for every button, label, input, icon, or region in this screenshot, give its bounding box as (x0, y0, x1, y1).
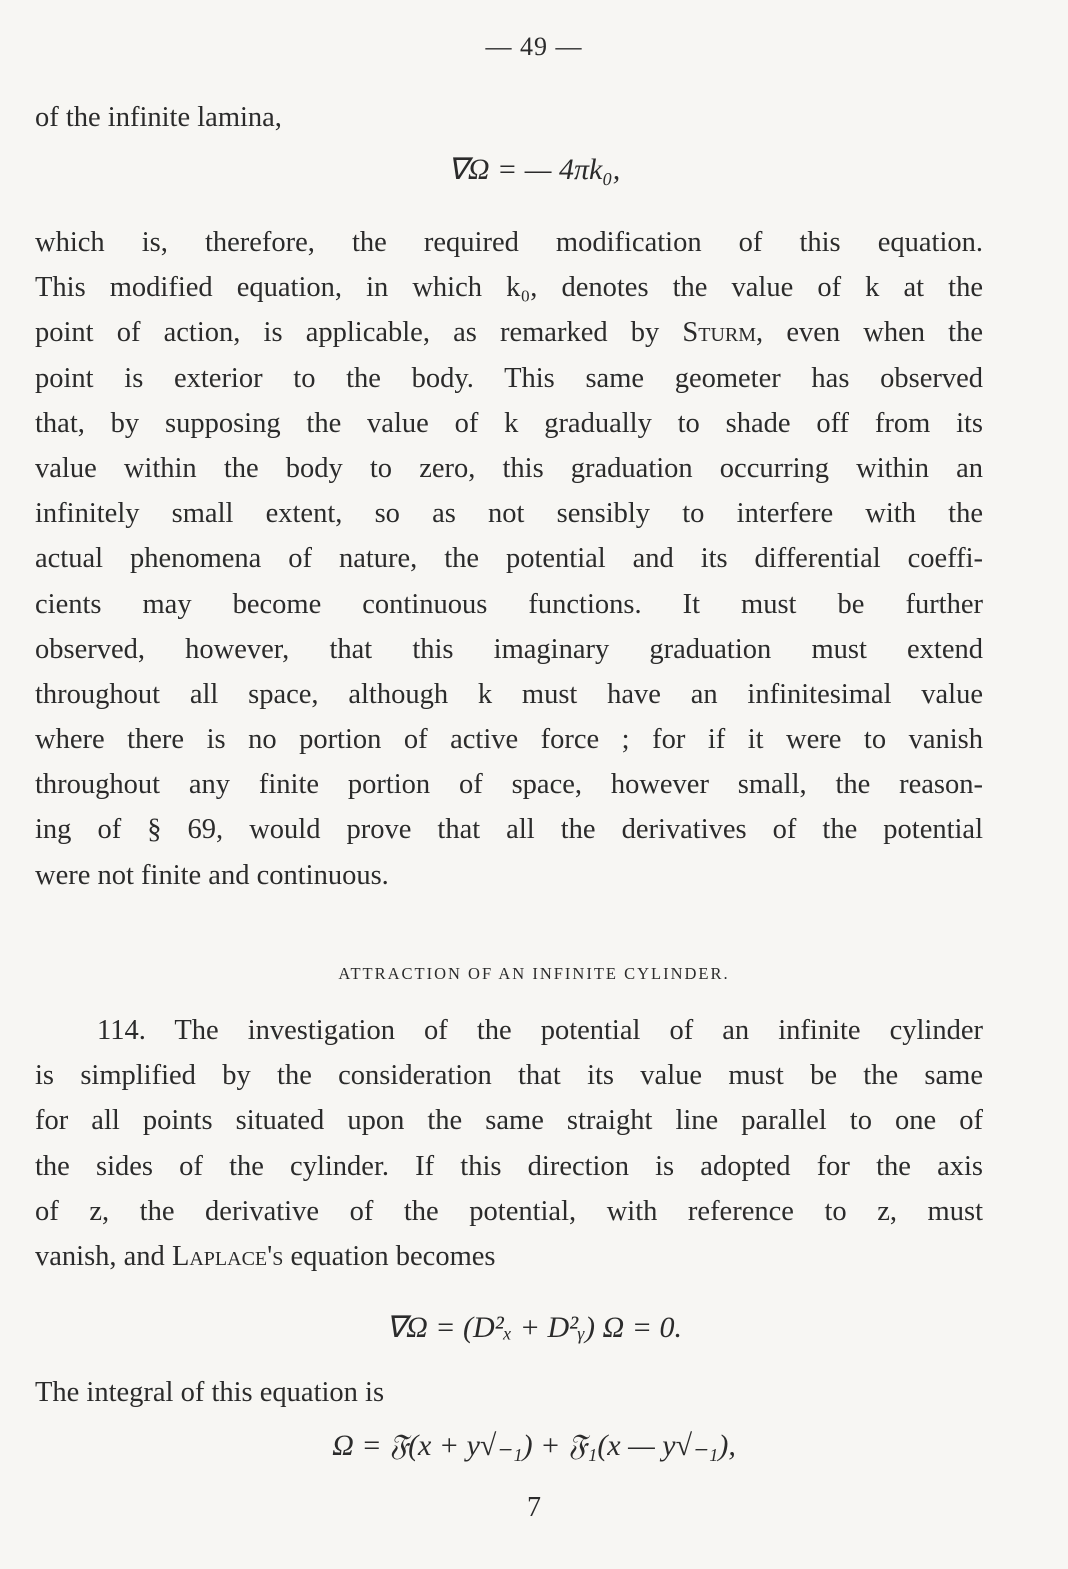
signature-mark: 7 (527, 1492, 541, 1523)
text-line: throughout any finite portion of space, however small, the reason- (35, 769, 983, 801)
text-line: observed, however, that this imaginary graduation must extend (35, 633, 983, 665)
equation-laplace-2d: ∇Ω = (D²ₓ + D²ᵧ) Ω = 0. (386, 1311, 682, 1344)
equation-integral: Ω = 𝔉(x + y√₋₁) + 𝔉₁(x — y√₋₁), (332, 1429, 736, 1462)
equation-laplacian-lamina: ∇Ω = — 4πk₀, (447, 153, 621, 186)
text-line: of z, the derivative of the potential, with reference to z, must (35, 1195, 983, 1227)
paragraph-cylinder (35, 1008, 983, 1279)
text-line: point of action, is applicable, as remarked by Sturm, even when the (35, 317, 983, 349)
text-line: the sides of the cylinder. If this direction is adopted for the axis (35, 1150, 983, 1182)
integral-intro: The integral of this equation is (35, 1377, 385, 1408)
text-line: 114. The investigation of the potential of an infinite cylinder (97, 1015, 983, 1046)
text-line: is simplified by the consideration that its value must be the same (35, 1060, 983, 1092)
text-line: that, by supposing the value of k gradually to shade off from its (35, 407, 983, 439)
text-line: ing of § 69, would prove that all the derivatives of the potential (35, 814, 983, 846)
text-line: cients may become continuous functions. It must be further (35, 588, 983, 620)
page-number: — 49 — (485, 32, 583, 61)
author-name-sturm: Sturm, (682, 317, 764, 349)
text-line: where there is no portion of active force ; for if it were to vanish (35, 724, 983, 756)
paragraph-modification (35, 220, 983, 898)
text-line: actual phenomena of nature, the potential and its differential coeffi- (35, 543, 983, 575)
text-line: were not finite and continuous. (35, 859, 389, 891)
text-line: vanish, and Laplace's equation becomes (35, 1240, 496, 1272)
author-name-laplace: Laplace's (171, 1240, 284, 1272)
intro-text: of the infinite lamina, (35, 102, 282, 133)
text-line: for all points situated upon the same straight line parallel to one of (35, 1105, 983, 1137)
text-line: value within the body to zero, this graduation occurring within an (35, 452, 983, 484)
text-line: point is exterior to the body. This same geometer has observed (35, 362, 983, 394)
text-line: throughout all space, although k must have an infinitesimal value (35, 678, 983, 710)
text-line: which is, therefore, the required modification of this equation. (35, 227, 983, 258)
section-heading: ATTRACTION OF AN INFINITE CYLINDER. (338, 964, 730, 983)
text-line: infinitely small extent, so as not sensibly to interfere with the (35, 498, 983, 530)
text-line: This modified equation, in which k₀, denotes the value of k at the (35, 272, 983, 304)
